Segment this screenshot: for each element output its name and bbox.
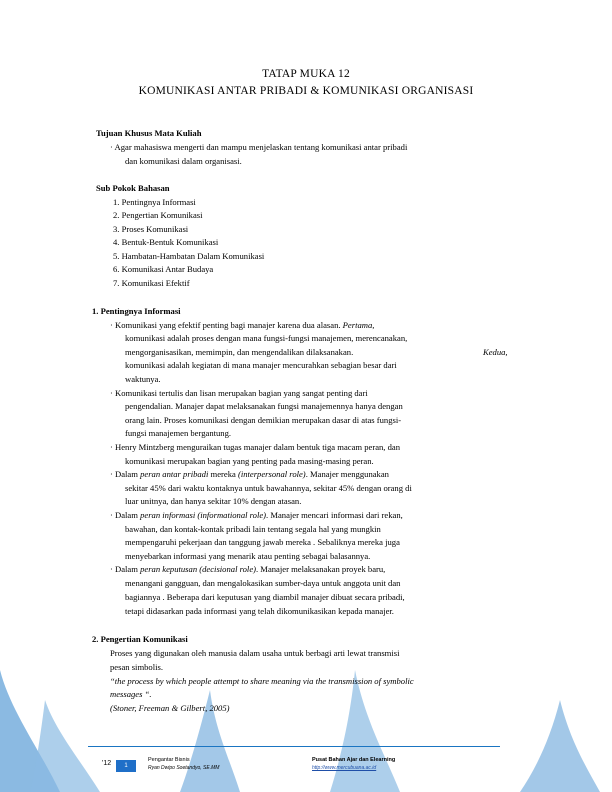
text-line: komunikasi adalah proses dengan mana fungsi-fungsi manajemen, merencanakan, xyxy=(125,333,408,343)
footer-divider xyxy=(88,746,500,747)
text-line: bawahan, dan kontak-kontak pribadi lain tentang segala hal yang mungkin xyxy=(125,524,381,534)
text-line: pengendalian. Manajer dapat melaksanakan fungsi manajemennya hanya dengan xyxy=(125,401,403,411)
footer-center-title: Pusat Bahan Ajar dan Elearning xyxy=(312,757,396,763)
text-line: Kedua, xyxy=(483,347,508,357)
sub-pokok-item: 4. Bentuk-Bentuk Komunikasi xyxy=(113,237,219,247)
text-line: komunikasi merupakan bagian yang penting pada masing-masing peran. xyxy=(125,456,374,466)
text-line: tetapi didasarkan pada informasi yang telah dikomunikasikan kepada manajer. xyxy=(125,606,394,616)
section-1-paragraph-6: · Dalam peran keputusan (decisional role). Manajer melaksanakan proyek baru, xyxy=(110,564,386,574)
text-line: waktunya. xyxy=(125,374,161,384)
footer-page-label: '12 xyxy=(102,760,112,767)
quote-line: messages “. xyxy=(110,689,152,699)
sub-pokok-item: 2. Pengertian Komunikasi xyxy=(113,210,203,220)
sub-pokok-item: 1. Pentingnya Informasi xyxy=(113,197,196,207)
text-line: mempengaruhi pekerjaan dan tanggung jawab mereka . Sebaliknya mereka juga xyxy=(125,537,400,547)
page-title: TATAP MUKA 12 xyxy=(262,68,350,80)
text-line: sekitar 45% dari waktu kontaknya untuk bawahannya, sekitar 45% dengan orang di xyxy=(125,483,412,493)
text-line: orang lain. Proses komunikasi dengan demikian merupakan dasar di atas fungsi- xyxy=(125,415,402,425)
tujuan-line: · Agar mahasiswa mengerti dan mampu menjelaskan tentang komunikasi antar pribadi xyxy=(110,142,408,152)
sub-pokok-heading: Sub Pokok Bahasan xyxy=(96,183,170,193)
sub-pokok-item: 7. Komunikasi Efektif xyxy=(113,278,190,288)
citation: (Stoner, Freeman & Gilbert, 2005) xyxy=(110,703,230,713)
text-line: luar unitnya, dan hanya sekitar 10% dengan atasan. xyxy=(125,496,302,506)
text-line: komunikasi adalah kegiatan di mana manajer mencurahkan sebagian besar dari xyxy=(125,360,397,370)
section-1-heading: 1. Pentingnya Informasi xyxy=(92,306,181,316)
text-line: fungsi manajemen bergantung. xyxy=(125,428,232,438)
quote-line: “the process by which people attempt to share meaning via the transmission of symbolic xyxy=(110,676,414,686)
text-line: mengorganisasikan, memimpin, dan mengendalikan dilaksanakan. xyxy=(125,347,354,357)
footer-url-link[interactable]: http://www.mercubuana.ac.id xyxy=(312,765,377,771)
footer-course: Pengantar Bisnis xyxy=(148,757,190,763)
section-1-paragraph-3: · Henry Mintzberg menguraikan tugas manajer dalam bentuk tiga macam peran, dan xyxy=(110,442,401,452)
footer-page-box: 1 xyxy=(116,760,136,772)
sub-pokok-item: 5. Hambatan-Hambatan Dalam Komunikasi xyxy=(113,251,265,261)
text-line: bagiannya . Beberapa dari keputusan yang diambil manajer dibuat secara pribadi, xyxy=(125,592,405,602)
tujuan-line: dan komunikasi dalam organisasi. xyxy=(125,156,242,166)
section-1-paragraph-2: · Komunikasi tertulis dan lisan merupakan bagian yang sangat penting dari xyxy=(110,388,368,398)
sub-pokok-item: 6. Komunikasi Antar Budaya xyxy=(113,264,214,274)
text-line: menangani gangguan, dan mengalokasikan sumber-daya untuk anggota unit dan xyxy=(125,578,401,588)
text-line: Proses yang digunakan oleh manusia dalam usaha untuk berbagi arti lewat transmisi xyxy=(110,648,400,658)
sub-pokok-item: 3. Proses Komunikasi xyxy=(113,224,189,234)
tujuan-heading: Tujuan Khusus Mata Kuliah xyxy=(96,128,202,138)
watermark-logo xyxy=(0,590,612,792)
section-2-heading: 2. Pengertian Komunikasi xyxy=(92,634,188,644)
section-1-paragraph-1: · Komunikasi yang efektif penting bagi manajer karena dua alasan. Pertama, xyxy=(110,320,375,330)
section-1-paragraph-5: · Dalam peran informasi (informational role). Manajer mencari informasi dari rekan, xyxy=(110,510,403,520)
footer-author: Ryan Dwipo Soetandyo, SE.MM xyxy=(148,765,220,771)
page-subtitle: KOMUNIKASI ANTAR PRIBADI & KOMUNIKASI ORGANISASI xyxy=(138,85,474,97)
section-1-paragraph-4: · Dalam peran antar pribadi mereka (interpersonal role). Manajer menggunakan xyxy=(110,469,389,479)
text-line: menyebarkan informasi yang menarik atau penting sebagai balasannya. xyxy=(125,551,371,561)
text-line: pesan simbolis. xyxy=(110,662,163,672)
